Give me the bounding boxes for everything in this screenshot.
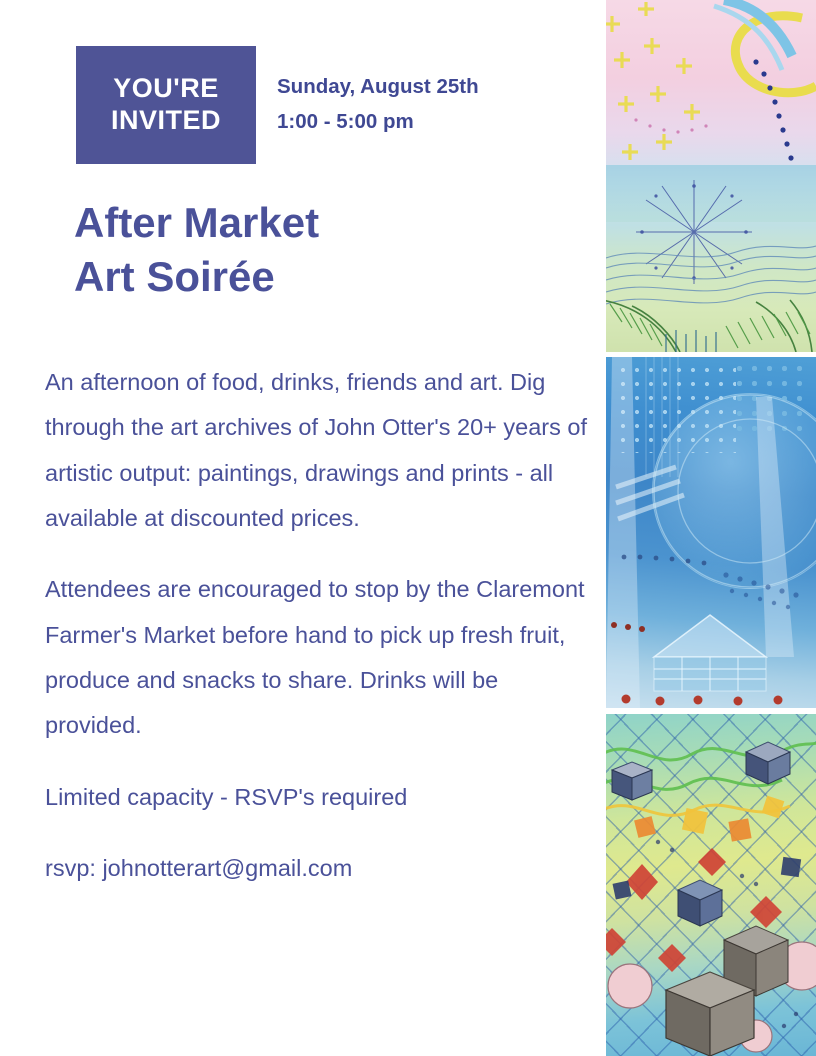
event-datetime (277, 69, 479, 140)
page-title (74, 196, 319, 304)
invite-header-row (76, 46, 479, 164)
badge-line-2: INVITED (110, 105, 221, 135)
event-date: Sunday, August 25th (277, 75, 479, 98)
artwork-1-detail (606, 0, 816, 352)
body-paragraph-3: Limited capacity - RSVP's required (45, 783, 408, 810)
event-time: 1:00 - 5:00 pm (277, 110, 414, 134)
body-paragraph-1: An afternoon of food, drinks, friends and art. Dig through the art archives of John Otter's 20+ years of artistic output: paintings, drawings and prints - all available at discounted prices. (45, 369, 588, 532)
artwork-blue-geometric-abstract (606, 357, 816, 708)
rsvp-email-line: rsvp: johnotterart@gmail.com (45, 855, 353, 882)
artwork-2-detail (606, 357, 816, 708)
badge-line-1: YOU'RE (113, 73, 219, 104)
artwork-column (606, 0, 816, 1056)
youre-invited-badge (76, 46, 256, 164)
title-line-2: Art Soirée (74, 252, 275, 300)
body-paragraph-2: Attendees are encouraged to stop by the Claremont Farmer's Market before hand to pick up fresh fruit, produce and snacks to share. Drinks will be provided. (45, 576, 585, 739)
invitation-body (45, 360, 590, 891)
artwork-3-detail (606, 714, 816, 1056)
artwork-pink-yellow-abstract-landscape (606, 0, 816, 352)
artwork-cubes-and-grid-abstract (606, 714, 816, 1056)
title-line-1: After Market (74, 199, 320, 246)
